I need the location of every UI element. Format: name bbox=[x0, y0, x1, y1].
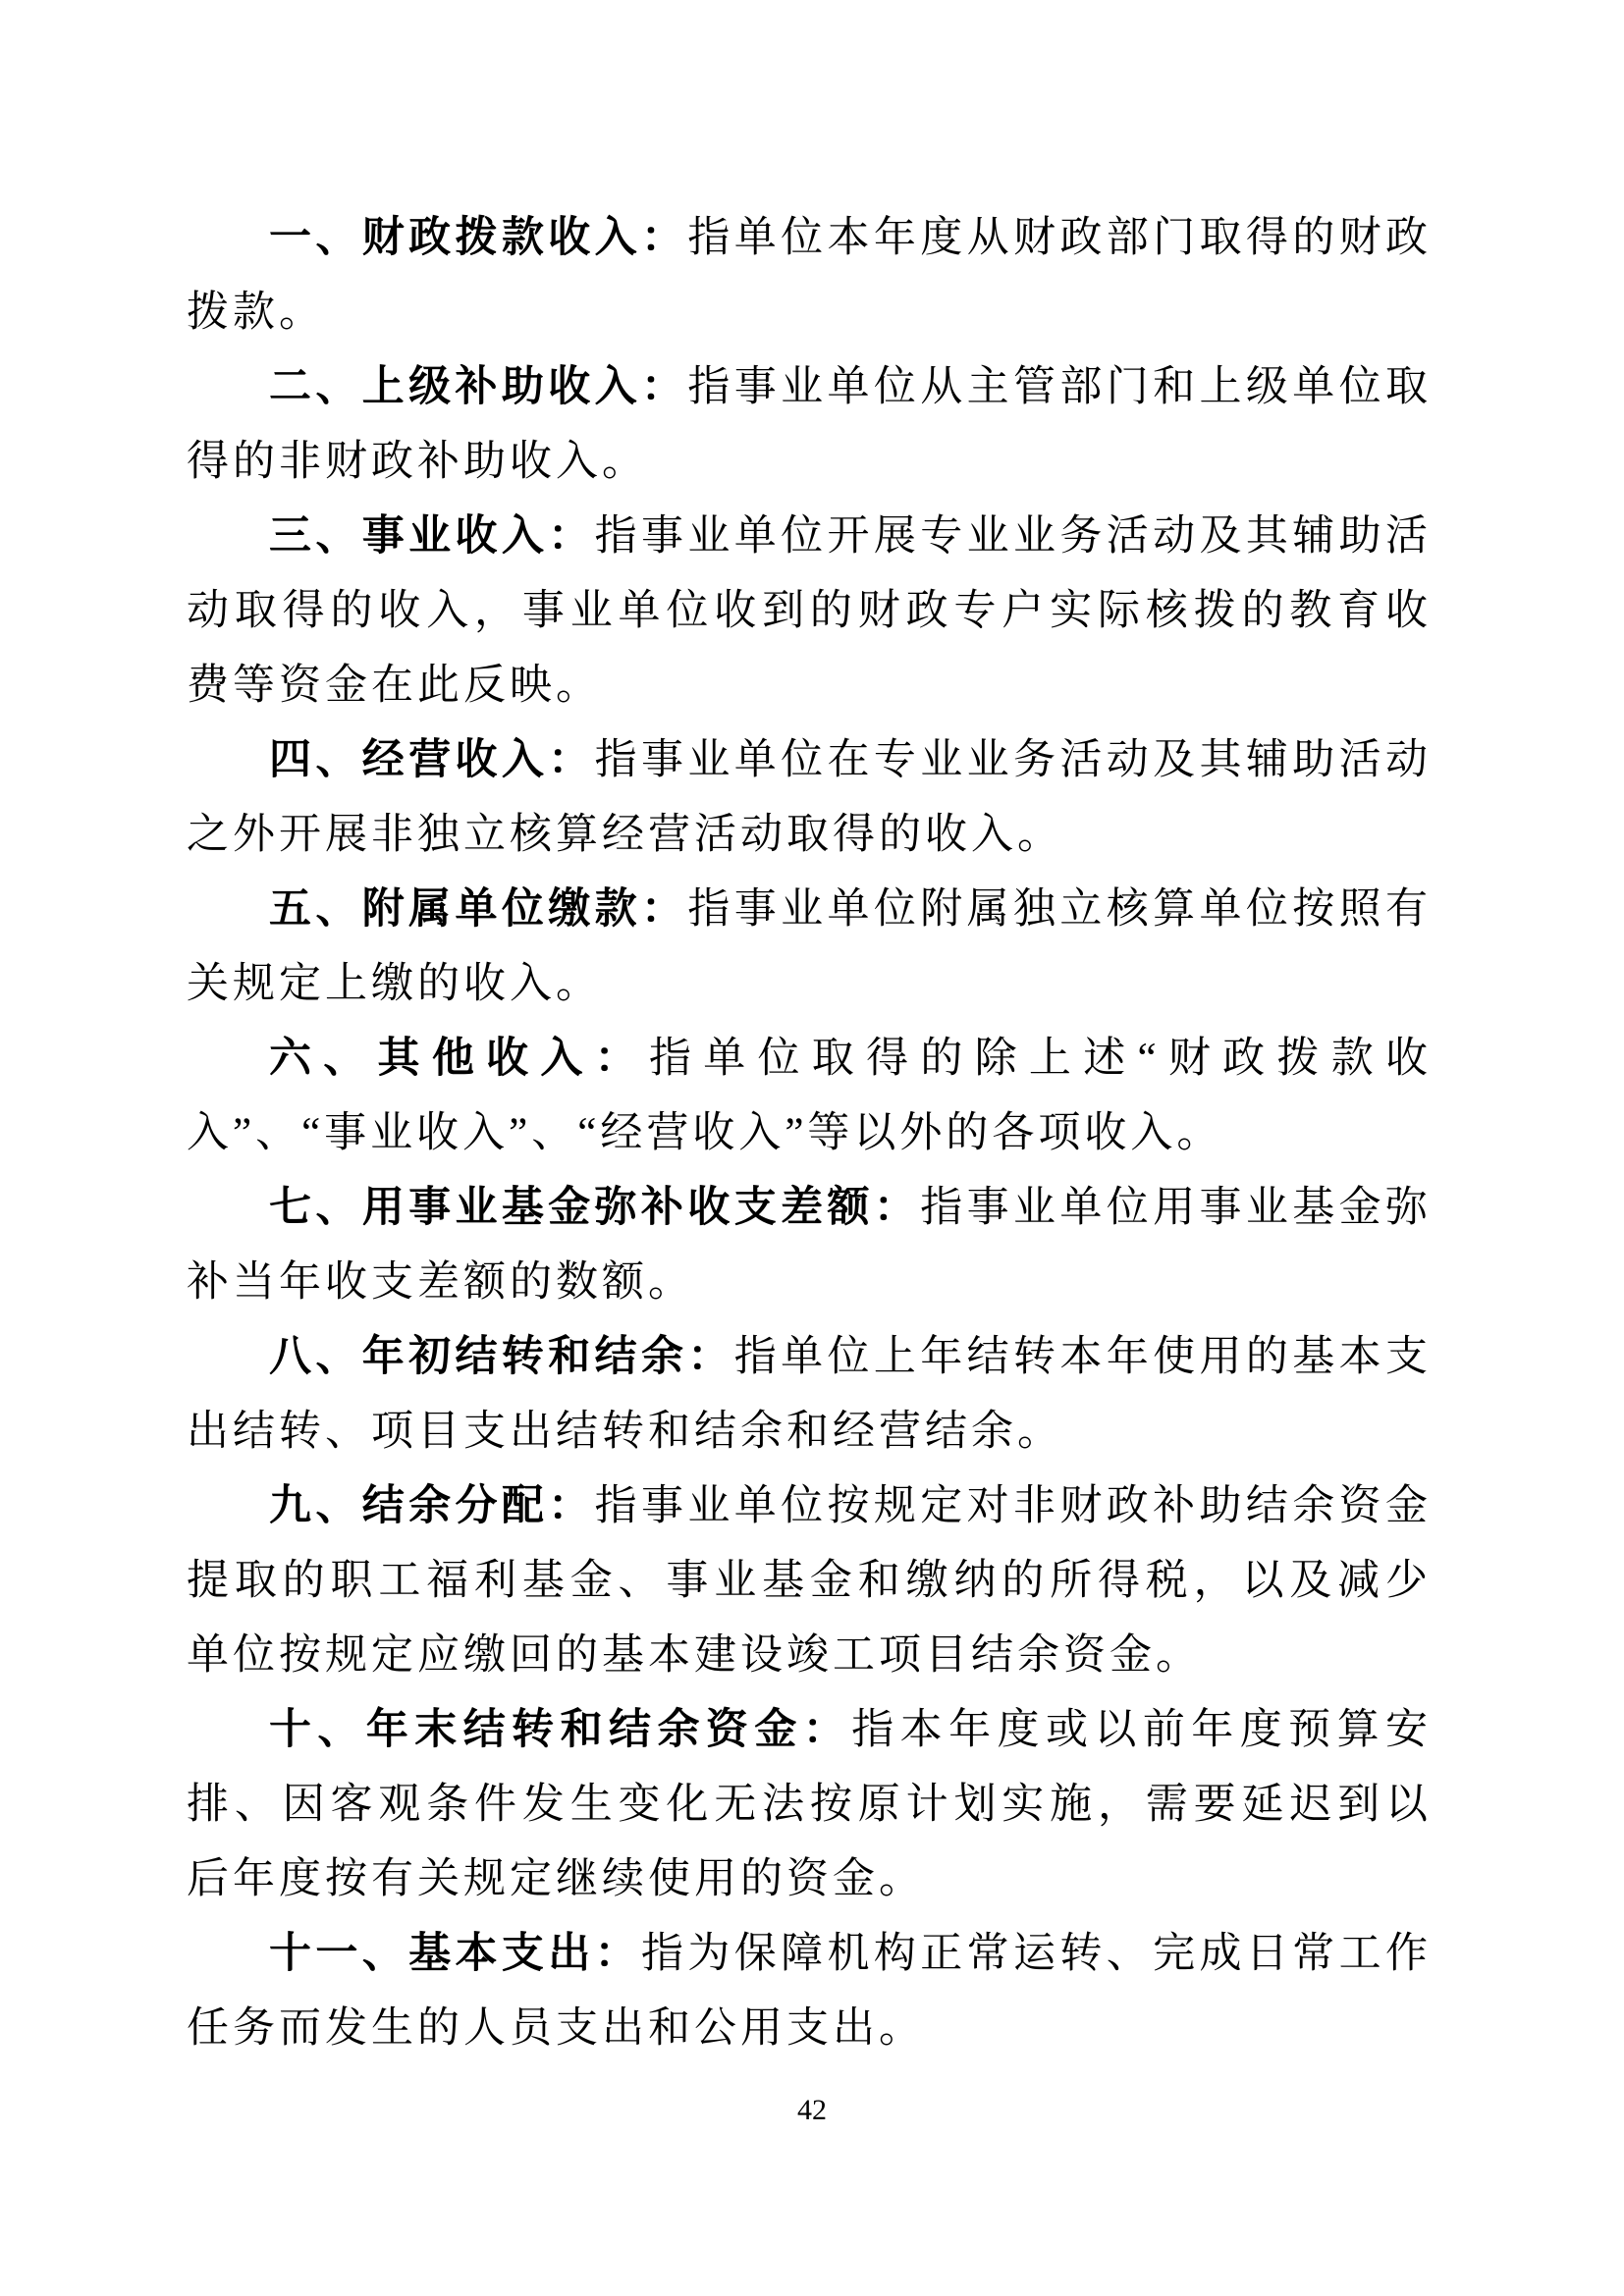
term-body: 指事业单位附属独立核算单位按照有关规定上缴的收入。 bbox=[187, 886, 1432, 1007]
term-heading: 八、年初结转和结余： bbox=[269, 1334, 734, 1380]
term-body: 指事业单位在专业业务活动及其辅助活动之外开展非独立核算经营活动取得的收入。 bbox=[187, 737, 1432, 858]
term-body: 指事业单位用事业基金弥补当年收支差额的数额。 bbox=[187, 1185, 1432, 1306]
definition-paragraph bbox=[187, 1469, 1432, 1693]
term-heading: 十、年末结转和结余资金： bbox=[269, 1707, 852, 1753]
term-body: 指事业单位开展专业业务活动及其辅助活动取得的收入，事业单位收到的财政专户实际核拨的教育收费等资金在此反映。 bbox=[187, 513, 1432, 709]
term-body: 指为保障机构正常运转、完成日常工作任务而发生的人员支出和公用支出。 bbox=[187, 1931, 1432, 2052]
definition-paragraph bbox=[187, 201, 1432, 350]
term-heading: 四、经营收入： bbox=[269, 737, 595, 783]
definition-paragraph bbox=[187, 1917, 1432, 2066]
term-heading: 九、结余分配： bbox=[269, 1483, 595, 1529]
term-heading: 二、上级补助收入： bbox=[269, 364, 688, 410]
definition-paragraph bbox=[187, 1171, 1432, 1320]
term-heading: 一、财政拨款收入： bbox=[269, 215, 688, 261]
definition-paragraph bbox=[187, 873, 1432, 1022]
term-heading: 七、用事业基金弥补收支差额： bbox=[269, 1185, 921, 1231]
document-body bbox=[187, 201, 1432, 2066]
definition-paragraph bbox=[187, 723, 1432, 873]
definition-paragraph bbox=[187, 1320, 1432, 1469]
term-body: 指单位取得的除上述“财政拨款收入”、“事业收入”、“经营收入”等以外的各项收入。 bbox=[187, 1036, 1432, 1156]
term-heading: 十一、基本支出： bbox=[269, 1931, 641, 1977]
definition-paragraph bbox=[187, 1022, 1432, 1171]
definition-paragraph bbox=[187, 350, 1432, 500]
term-heading: 五、附属单位缴款： bbox=[269, 886, 688, 933]
term-body: 指事业单位按规定对非财政补助结余资金提取的职工福利基金、事业基金和缴纳的所得税，以及减少单位按规定应缴回的基本建设竣工项目结余资金。 bbox=[187, 1483, 1432, 1679]
term-body: 指事业单位从主管部门和上级单位取得的非财政补助收入。 bbox=[187, 364, 1432, 485]
term-body: 指本年度或以前年度预算安排、因客观条件发生变化无法按原计划实施，需要延迟到以后年度按有关规定继续使用的资金。 bbox=[187, 1707, 1433, 1902]
page-number: 42 bbox=[797, 2094, 827, 2126]
term-heading: 六、其他收入： bbox=[269, 1036, 649, 1082]
definition-paragraph bbox=[187, 500, 1432, 723]
term-body: 指单位本年度从财政部门取得的财政拨款。 bbox=[187, 215, 1432, 336]
term-heading: 三、事业收入： bbox=[269, 513, 595, 560]
term-body: 指单位上年结转本年使用的基本支出结转、项目支出结转和结余和经营结余。 bbox=[187, 1334, 1432, 1455]
definition-paragraph bbox=[187, 1693, 1432, 1917]
